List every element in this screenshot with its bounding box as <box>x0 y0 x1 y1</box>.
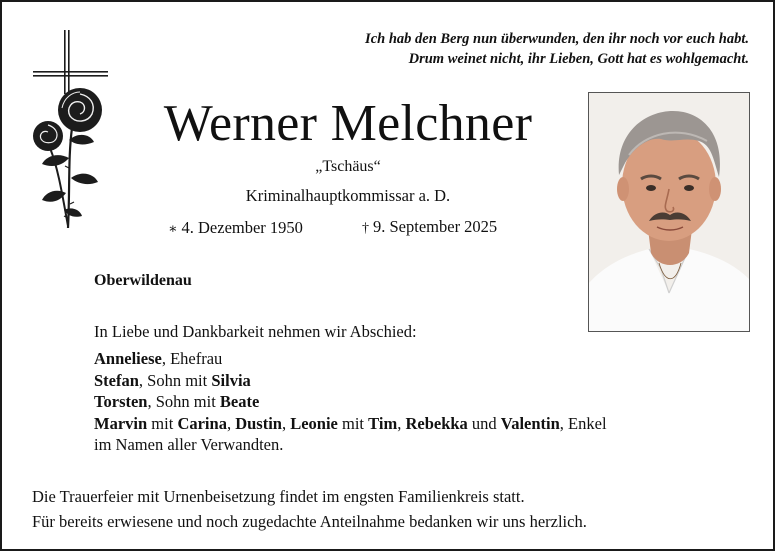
mourner-line-2 <box>94 370 607 392</box>
deceased-name: Werner Melchner <box>163 95 533 152</box>
funeral-info-line-2: Für bereits erwiesene und noch zugedachte Anteilnahme bedanken wir uns herzlich. <box>32 511 587 531</box>
mourner-name: Rebekka <box>405 413 468 433</box>
mourner-line-4 <box>94 413 607 435</box>
relation-text: , Ehefrau <box>161 349 223 368</box>
mourner-name: Anneliese <box>94 349 162 368</box>
mourner-name: Valentin <box>500 413 560 433</box>
nickname: „Tschäus“ <box>315 158 381 175</box>
funeral-info <box>32 485 587 534</box>
mourner-name: Carina <box>177 413 227 433</box>
mourner-name: Tim <box>368 413 398 433</box>
relation-text: , Sohn mit <box>147 392 220 411</box>
place-of-residence: Oberwildenau <box>94 272 192 289</box>
mourner-name: Torsten <box>94 392 148 411</box>
relation-text: und <box>467 413 501 433</box>
death-date: 9. September 2025 <box>373 217 498 236</box>
mourner-name: Beate <box>219 392 260 411</box>
death-date-line <box>362 217 497 239</box>
portrait-image <box>589 93 749 331</box>
mourner-name: Stefan <box>94 370 139 390</box>
cross-with-roses-icon <box>28 28 112 234</box>
birth-date: 4. Dezember 1950 <box>181 218 303 237</box>
mourner-line-5: im Namen aller Verwandten. <box>94 435 284 454</box>
funeral-info-line-1: Die Trauerfeier mit Urnenbeisetzung findet im engsten Familienkreis statt. <box>32 487 525 506</box>
farewell-intro: In Liebe und Dankbarkeit nehmen wir Abschied: <box>94 322 417 341</box>
verse-line-2: Drum weinet nicht, ihr Lieben, Gott hat es wohlgemacht. <box>408 51 749 67</box>
relation-text: , <box>397 413 406 433</box>
verse <box>365 29 749 69</box>
relation-text: mit <box>337 413 369 433</box>
mourner-name: Marvin <box>94 413 148 433</box>
mourner-line-1 <box>94 348 607 370</box>
portrait-photo <box>588 92 750 332</box>
verse-line-1: Ich hab den Berg nun überwunden, den ihr noch vor euch habt. <box>365 31 749 47</box>
mourner-name: Dustin <box>235 413 282 433</box>
professional-title: Kriminalhauptkommissar a. D. <box>245 186 451 205</box>
death-symbol: † <box>362 221 369 236</box>
birth-date-line <box>168 218 303 240</box>
mourners-list <box>94 348 607 456</box>
relation-text: , <box>281 413 291 433</box>
birth-symbol: ∗ <box>168 222 178 237</box>
mourner-name: Silvia <box>211 370 251 390</box>
mourner-name: Leonie <box>290 413 338 433</box>
relation-text: , <box>226 413 236 433</box>
relation-text: , Sohn mit <box>138 370 212 390</box>
mourner-line-3 <box>94 391 607 413</box>
relation-text: , Enkel <box>559 413 607 433</box>
relation-text: mit <box>147 413 178 433</box>
